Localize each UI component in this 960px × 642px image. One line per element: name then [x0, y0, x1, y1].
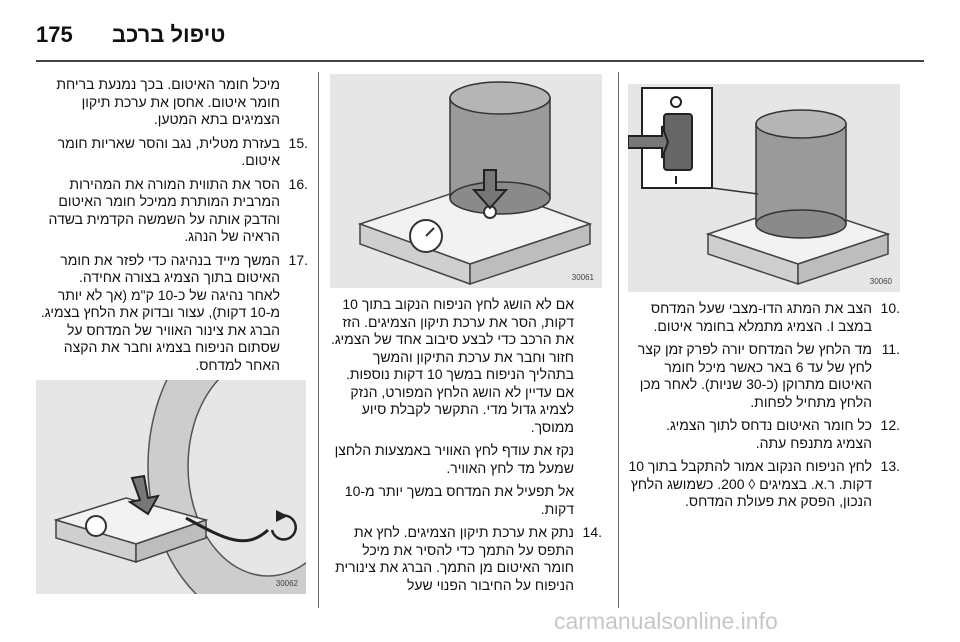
header-rule: [36, 60, 924, 62]
step-number: .10: [880, 300, 900, 316]
figure-compressor-button: [330, 74, 602, 288]
page-number: 175: [36, 22, 73, 47]
compressor-switch-illustration: [628, 84, 900, 292]
step-number: .14: [582, 524, 602, 540]
step-text: המשך מייד בנהיגה כדי לפזר את חומר האיטום בתוך הצמיג בצורה אחידה.: [60, 251, 280, 285]
step-number: .16: [288, 175, 308, 192]
step-text: הסר את התווית המורה את המהירות המרבית המותרת ממיכל חומר האיטום והדבק אותה על השמשה הקדמית בשדה הראיה של הנהג.: [48, 175, 280, 244]
step-number: .17: [288, 251, 308, 268]
step-text: לחץ הניפוח הנקוב אמור להתקבל בתוך 10 דקות. ר.א. בצמיגים ◊ 200. כשמושג הלחץ הנכון, הפסק את פעולת המדחס.: [628, 458, 872, 509]
step-number: .15: [288, 134, 308, 151]
step-12: [628, 417, 900, 452]
figure-code: 30060: [869, 277, 892, 286]
figure-compressor-switch: [628, 84, 900, 292]
figure-code: 30062: [275, 579, 298, 588]
step-16: [36, 176, 308, 246]
paragraph: לאחר נהיגה של כ-10 ק"מ (אך לא יותר מ-10 דקות), עצור ובדוק את הלחץ בצמיג. הברג את צינור האוויר של המדחס על שסתום הניפוח בצמיג וחבר את הקצה האחר למדחס.: [40, 286, 280, 373]
compressor-button-illustration: [330, 74, 602, 288]
paragraph: מיכל חומר האיטום. בכך נמנעת בריחת חומר איטום. אחסן את ערכת תיקון הצמיגים בתא המטען.: [56, 76, 280, 127]
step-13: [628, 458, 900, 511]
paragraph: אל תפעיל את המדחס במשך יותר מ-10 דקות.: [344, 483, 574, 517]
paragraph: נקז את עודף לחץ האוויר באמצעות הלחצן שמעל מד לחץ האוויר.: [334, 442, 574, 476]
step-14: [330, 524, 602, 594]
page-header: [0, 14, 960, 54]
column-divider: [318, 72, 319, 608]
column-divider: [618, 72, 619, 608]
step-15: [36, 135, 308, 170]
step-text: מד הלחץ של המדחס יורה לפרק זמן קצר לחץ של עד 6 באר כאשר מיכל חומר האיטום מתרוקן (כ-30 שניות). לאחר מכן הלחץ מתחיל לפחות.: [637, 341, 872, 410]
step-text: כל חומר האיטום נדחס לתוך הצמיג. הצמיג מתנפח עתה.: [666, 417, 872, 451]
step-number: .12: [880, 417, 900, 433]
step-17: [36, 252, 308, 287]
text-column-right: [628, 300, 900, 511]
section-title: טיפול ברכב: [112, 22, 226, 47]
figure-compressor-tyre: [36, 380, 306, 594]
step-text: הצב את המתג הדו-מצבי שעל המדחס במצב I. הצמיג מתמלא בחומר איטום.: [650, 300, 872, 334]
compressor-tyre-illustration: [36, 380, 306, 594]
step-text: בעזרת מטלית, נגב והסר שאריות חומר איטום.: [57, 134, 280, 168]
watermark: carmanualsonline.info: [554, 608, 778, 634]
text-column-middle: [330, 296, 602, 594]
step-number: .13: [880, 458, 900, 474]
step-10: [628, 300, 900, 335]
step-11: [628, 341, 900, 411]
figure-code: 30061: [571, 273, 594, 282]
step-number: .11: [881, 341, 900, 357]
step-text: נתק את ערכת תיקון הצמיגים. לחץ את התפס על התמך כדי להסיר את מיכל חומר האיטום מן התמך. הברג את צינורית הניפוח על החיבור הפנוי שעל: [335, 524, 574, 593]
paragraph: אם לא הושג לחץ הניפוח הנקוב בתוך 10 דקות, הסר את ערכת תיקון הצמיגים. הזז את הרכב כדי לבצע סיבוב אחד של הצמיג. חזור וחבר את ערכת התיקון והמשך בתהליך הניפוח במשך 10 דקות נוספות. אם עדיין לא הושג הלחץ המפורט, הנזק לצמיג גדול מדי. התקשר לקבלת סיוע ממוסך.: [331, 296, 574, 435]
text-column-left: [36, 76, 308, 380]
